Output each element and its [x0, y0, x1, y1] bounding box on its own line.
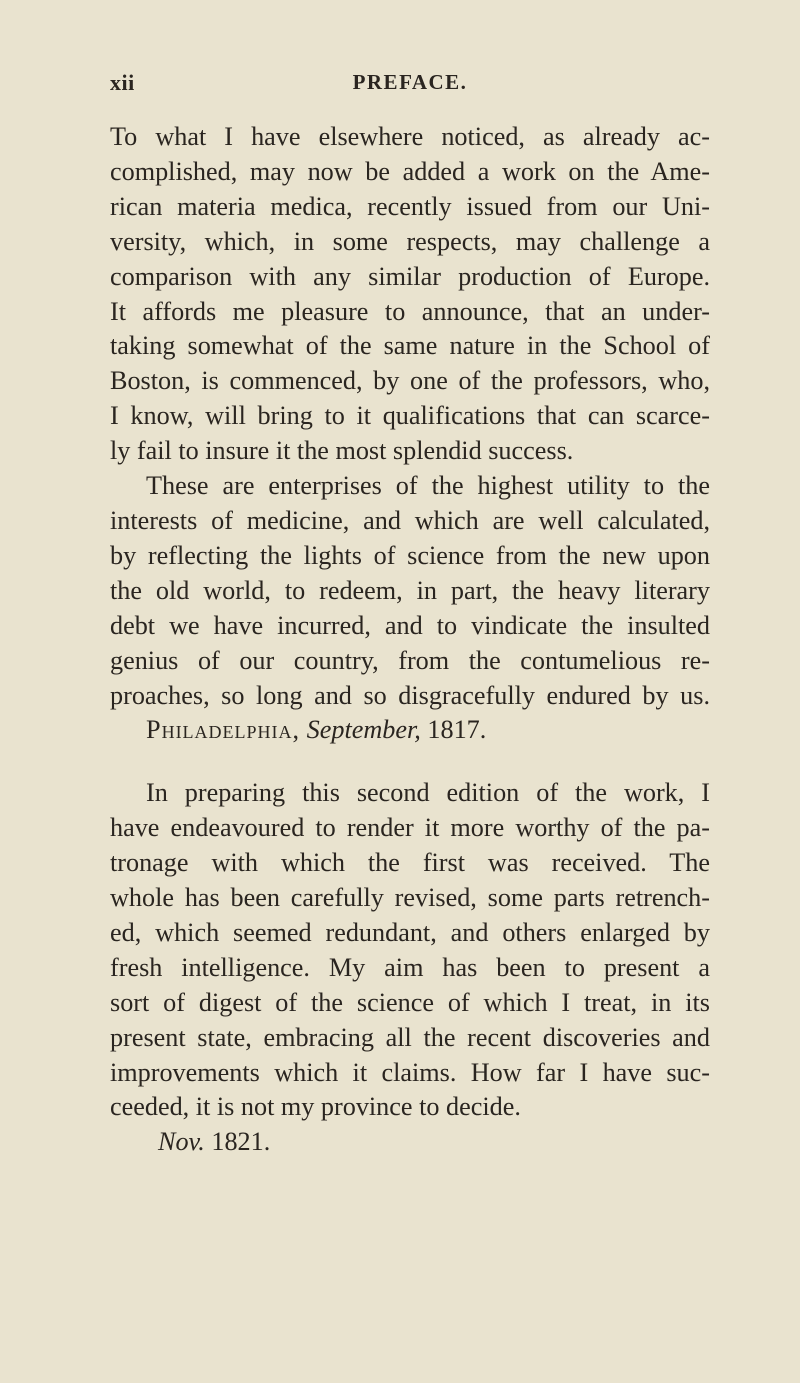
dateline-place: Philadelphia,	[146, 715, 301, 745]
text-line: ceeded, it is not my province to decide.	[110, 1092, 521, 1122]
text-line: comparison with any similar production of Europe.	[110, 261, 710, 291]
dateline-year: 1817.	[427, 715, 487, 745]
text-line: ly fail to insure it the most splendid success.	[110, 436, 574, 466]
text-line: I know, will bring to it qualifications that can scarce-	[110, 401, 710, 431]
text-line: debt we have incurred, and to vindicate the insulted	[110, 610, 710, 640]
preface-text	[110, 120, 710, 1160]
page-number: xii	[110, 70, 135, 95]
dateline-month: September,	[306, 715, 421, 745]
paragraph-1	[110, 120, 710, 713]
paragraph-2	[110, 776, 710, 1125]
text-line: present state, embracing all the recent discoveries and	[110, 1022, 710, 1052]
text-line: These are enterprises of the highest utility to the	[146, 471, 710, 501]
text-line: tronage with which the first was received. The	[110, 848, 710, 878]
text-line: taking somewhat of the same nature in the School of	[110, 331, 710, 361]
dateline-month: Nov.	[158, 1127, 205, 1157]
text-line: ed, which seemed redundant, and others enlarged by	[110, 917, 710, 947]
text-line: sort of digest of the science of which I treat, in its	[110, 987, 710, 1017]
text-line: proaches, so long and so disgracefully endured by us.	[110, 680, 710, 710]
text-line: the old world, to redeem, in part, the heavy literary	[110, 575, 710, 605]
dateline-1821	[110, 1125, 710, 1160]
paragraph-gap	[110, 748, 710, 776]
dateline-1817	[110, 713, 710, 748]
dateline-year: 1821.	[211, 1127, 271, 1157]
text-line: versity, which, in some respects, may challenge a	[110, 226, 710, 256]
text-line: improvements which it claims. How far I have suc-	[110, 1057, 710, 1087]
text-line: Boston, is commenced, by one of the professors, who,	[110, 366, 710, 396]
text-line: have endeavoured to render it more worthy of the pa-	[110, 813, 710, 843]
running-title: PREFACE.	[352, 70, 468, 94]
text-line: It affords me pleasure to announce, that an under-	[110, 296, 710, 326]
text-line: rican materia medica, recently issued from our Uni-	[110, 191, 710, 221]
text-line: whole has been carefully revised, some parts retrench-	[110, 883, 710, 913]
text-line: by reflecting the lights of science from the new upon	[110, 540, 710, 570]
text-line: genius of our country, from the contumelious re-	[110, 645, 710, 675]
text-line: To what I have elsewhere noticed, as already ac-	[110, 122, 710, 151]
text-line: complished, may now be added a work on the Ame-	[110, 156, 710, 186]
text-line: In preparing this second edition of the work, I	[146, 778, 710, 808]
text-line: interests of medicine, and which are well calculated,	[110, 505, 710, 535]
text-line: fresh intelligence. My aim has been to present a	[110, 952, 710, 982]
page-header	[110, 70, 710, 100]
